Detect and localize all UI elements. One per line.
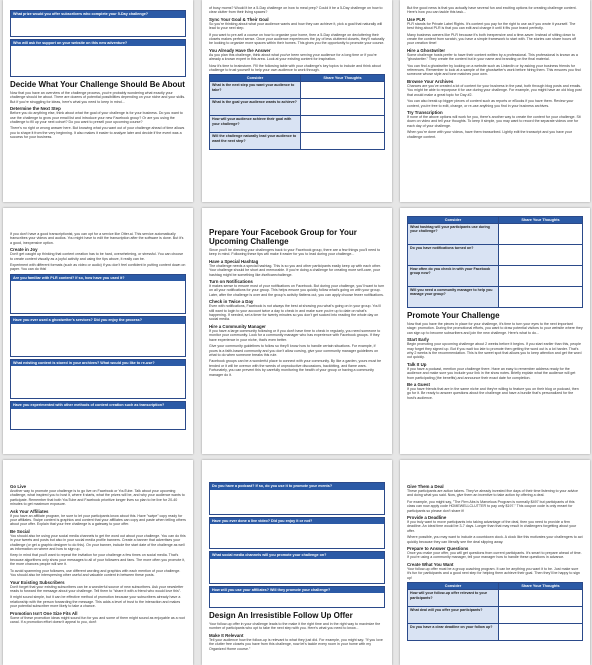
subheading: Be Social <box>10 528 30 534</box>
paragraph: Now that you have an overview of the challenge process, you're probably wondering what exactly your challenge should be about. There are dozens of potential possibilities depending on your niche and your skills. But if you're struggling for ideas, here's what you need to keep in mind... <box>10 91 186 104</box>
worksheet-answer-area[interactable] <box>11 18 185 36</box>
paragraph: If you have a podcast, mention your challenge there. Have an easy to remember address ready for the audience and make sure you include your link in the show notes. Briefly explain what the audience will get from participating (the benefits) and announce their exact date for completion. <box>407 366 576 380</box>
worksheet-answer-area[interactable] <box>210 490 384 514</box>
subheading: Hire a Community Manager <box>209 323 266 329</box>
answer-cell[interactable] <box>499 266 583 287</box>
paragraph: Before you do anything else, think about what the goal of your challenge is for your business. Do you want to use the challenge to grow your email list and introduce your new Facebook group? Or are you using the challenge to fill up your next cohort? Do you want to presell your upcoming course? <box>10 111 183 125</box>
paragraph: If you have an affiliate program, be sure to let your participants know about this. Have "swipe" copy ready for your affiliates. Swipe content is graphics and content that your affiliates can copy and paste when telling others about your offer. Explain that your free challenge is a gateway to your offer. <box>10 513 186 527</box>
page-4 <box>3 208 193 454</box>
worksheet-box <box>10 359 186 400</box>
page-9 <box>400 460 590 665</box>
table-header: Share Your Thoughts <box>301 75 385 82</box>
paragraph: Another way to promote your challenge is to go live on Facebook or YouTube. Talk about your upcoming challenge, what inspired you to host it, where it starts, what the prizes will be, and why your audience wants to participate. Remember that both YouTube and Facebook prioritize longer lives so plan to be live for 20-40 minutes to get maximum exposure. <box>10 489 185 507</box>
answer-cell[interactable] <box>301 116 385 133</box>
answer-cell[interactable] <box>499 245 583 266</box>
table-header: Share Your Thoughts <box>499 217 583 224</box>
paragraph: For example, you might say, "The Firm Abs is Marvelous Program is normally $497 but participants of this class can now apply code HOMEWELLCLUTTER to pay only $197." This coupon code is only meant for participants so please don't share it! <box>407 499 575 513</box>
subheading: Create in Joy <box>10 247 38 253</box>
page-3 <box>400 0 590 202</box>
paragraph: Some challenge hosts prefer to have their content written by a professional. This professional is known as a "ghostwriter." They create the content but in your name and branding on the final material. <box>407 52 578 62</box>
paragraph: These participants are action takers. They've already invested five days of their time listening to your advice and doing what you said. Now, give them an incentive to take action by offering a deal. <box>407 489 579 498</box>
paragraph: Chances are you've created a lot of content for your business in the past, both through blog posts and emails. You might be able to repurpose it for use during your challenge. For example, you might have an old blog post that would make a great topic for Day #2. <box>407 83 582 97</box>
worksheet-answer-area[interactable] <box>210 559 384 583</box>
worksheet-box <box>209 517 385 550</box>
table-cell: Do you have notifications turned on? <box>408 245 499 266</box>
answer-cell[interactable] <box>301 82 385 99</box>
table-cell: What deal will you offer your participants? <box>408 607 499 624</box>
worksheet-table <box>407 582 583 641</box>
subheading: Give Them a Deal <box>407 484 444 489</box>
table-row <box>210 82 385 99</box>
subheading: Your Existing Subscribers <box>10 579 65 585</box>
paragraph: Facebook groups can be a wonderful place to connect with your community. By like a garden, yours must be tended or it will be overrun with the weeds of unproductive discussions, backbiting, and flame wars. Fortunately, you can prevent this by carefully monitoring the health of your group or having a community manager do it. <box>209 359 382 377</box>
paragraph: You can find a ghostwriter by looking on a website such as LinkedIn or by asking your business friends for references. Remember to look at a sample of the ghostwriter's work before hiring them. This ensures you find someone whose style and tone matches your own. <box>407 63 581 77</box>
worksheet-question: What existing content is stored in your archives? What would you like to re-use? <box>11 360 185 367</box>
table-row <box>210 99 385 116</box>
page-1 <box>3 0 193 202</box>
paragraph: If you don't have a good transcriptionist, you can opt for a service like Otter.ai. This service automatically transcribes your videos and audios. You might have to edit the transcription after the software is done. But it's a good, inexpensive option. <box>10 232 184 245</box>
paragraph: Keep in mind that you'll want to repeat the invitation for your challenge a few times on social media. That's because algorithms only show your messages to all of your followers and fans. The more often you promote it, the more chances people will see it. <box>10 553 186 567</box>
section-heading: Design An Irresistible Follow Up Offer <box>209 611 353 620</box>
worksheet-question: What prize would you offer subscribers who complete your 5-Day challenge? <box>11 11 185 18</box>
worksheet-box <box>209 586 385 609</box>
paragraph: Now that you have the pieces in place for your challenge, it's time to turn your eyes to the next important stage: promotion. During the promotional efforts, you want to draw potential visitors to your website where they can sign up to become subscribers and join the new challenge. Here's what to do... <box>407 322 583 335</box>
paragraph: Don't forget that your existing subscribers can be a wonderful source of new subscribers. Ask your newsletter reads to forward the message about your challenge. Tell them to "share it with a friend who would love this". <box>10 584 184 593</box>
page-6 <box>400 208 590 454</box>
paragraph: But the good news is that you actually have several fun and exciting options for creating challenge content. Here's how you can tackle this task... <box>407 6 577 15</box>
worksheet-answer-area[interactable] <box>11 281 185 313</box>
worksheet-answer-area[interactable] <box>11 324 185 356</box>
table-row <box>210 133 385 150</box>
paragraph: It makes sense to ensure most of your notifications on Facebook. But during your challenge, you'll want to turn on all your notifications for your group. This helps ensure you quickly follow what's going on with your group. Later, after the challenge is over and the group's activity flattens out, you can apply choose fewer notifications. <box>209 284 385 297</box>
worksheet-question: Have you ever done a live video? Did you enjoy it or not? <box>210 518 384 525</box>
paragraph: It might sound simple, but it can be effective method of promotion because your subscribers already have a relationship with the person forwarding the message. This adds a level of trust to the interaction and makes your potential subscriber more likely to take a chance. <box>10 595 181 609</box>
worksheet-answer-area[interactable] <box>11 366 185 398</box>
paragraph: You can also break up bigger pieces of content such as reports or eBooks if you have them. Review your content, you're free to edit, change, or re-use anything you find in your business archives. <box>407 99 574 108</box>
paragraph: Your follow-up offer must be a group coaching program. It can be anything you want it to be. Just make sure it's fun for participants and a good next step for helping them achieve their goal. Then they'll be happy to sign up! <box>407 566 580 580</box>
table-row <box>408 607 583 624</box>
paragraph: When you're done with your videos, have them transcribed. Lightly edit the transcript and you have your challenge content. <box>407 130 572 139</box>
subheading: Try Transcription <box>407 109 443 115</box>
subheading: You Already Have the Answer <box>209 47 271 53</box>
worksheet-box <box>10 401 186 430</box>
paragraph: Give your community guidelines to follow so they'll know how to handle certain situations. For example, if yours is a faith-based community and you don't allow cursing, give your community manager guidelines on what to do when someone breaks this rule. <box>209 344 379 357</box>
paragraph: If you want to pre-sell a course on how to organize your home, then a 5-Day challenge on decluttering their closets makes perfect sense. Once your audience experiences the joy of less cluttered closets, they'll naturally be looking to organize more spaces within their homes. This gives you the opportunity to promote your course. <box>209 32 385 46</box>
table-cell: How will your audience achieve their goal with your challenge? <box>210 116 301 133</box>
paragraph: To avoid spamming your followers, use different wording and graphics with each mention of your challenge. You should also be interspersing other useful and valuable content in between these posts. <box>10 568 181 578</box>
worksheet-question: Who will ask for support on your website on this new adventure? <box>11 40 185 47</box>
worksheet-question: Have you experimented with other methods of content creation such as transcription? <box>11 402 185 409</box>
page-7 <box>3 460 193 665</box>
answer-cell[interactable] <box>499 590 583 607</box>
subheading: Determine the Next Step <box>10 106 61 112</box>
table-row <box>210 116 385 133</box>
paragraph: As you plan this challenge, think about what you've been serving your audience for a long time or if you're already a known expert in this area. Look at your existing content for inspiration. <box>209 52 377 62</box>
paragraph: Begin promoting your upcoming challenge about 2 weeks before it begins. If you start earlier than this, people may forget they signed up. But if you wait too late to promote then getting the word out is a lot harder. That's why 2 weeks is the recommendation. This is the sweet spot that allows you to keep attention and get the word out quickly. <box>407 342 582 360</box>
table-cell: Will the challenge naturally lead your audience to want the next step? <box>210 133 301 150</box>
worksheet-answer-area[interactable] <box>11 46 185 76</box>
subheading: Sync Your Goal & Their Goal <box>209 16 269 22</box>
subheading: Use PLR <box>407 16 426 22</box>
table-header: Consider <box>210 75 301 82</box>
answer-cell[interactable] <box>499 224 583 245</box>
worksheet-box <box>10 10 186 37</box>
table-cell: How often do you check in with your Facebook group now? <box>408 266 499 287</box>
worksheet-answer-area[interactable] <box>210 593 384 607</box>
worksheet-answer-area[interactable] <box>210 524 384 548</box>
paragraph: Now it's time to brainstorm. Fill the following table with your challenge's key topics to include and think about challenge to trust yourself to help your own audience to work through. <box>209 63 381 73</box>
paragraph: The challenge needs a special hashtag. This is so you and other participants easily keep up with each other. Your challenge should be short and memorable. If you're doing a challenge for creating more self-care, your hashtag might be something like #selfcarechallenge. <box>209 263 381 277</box>
table-cell: What is the next step you want your audience to take? <box>210 82 301 99</box>
table-row <box>408 287 583 308</box>
worksheet-box <box>10 316 186 357</box>
table-row <box>408 590 583 607</box>
subheading: Start Early <box>407 337 429 343</box>
worksheet-question: What social media channels will you promote your challenge on? <box>210 552 384 559</box>
answer-cell[interactable] <box>301 99 385 116</box>
paragraph: PLR stands for Private Label Rights. It's content you pay for the right to use as if you wrote it yourself. The best thing about PLR is that you can edit and change it until it fits your brand perfectly. <box>407 21 576 31</box>
answer-cell[interactable] <box>499 624 583 641</box>
subheading: Prepare to Answer Questions <box>407 546 469 552</box>
subheading: Create What You Want <box>407 561 454 567</box>
paragraph: You should also be using your social media channels to get the word out about your challenge. You can do this in your tweets and posts but also in your social media profile banners. Create a banner that advertises your challenge (or get a graphic designer to do this). On your banner, include the start date of the challenge as well as information on where and how to sign up. <box>10 533 186 552</box>
paragraph: Since you'll be directing your challengers back to your Facebook group, there are a few things you'll need to keep in mind. Following these tips will make it easier for you to lead during your challenge... <box>209 248 381 257</box>
table-header: Consider <box>408 583 499 590</box>
subheading: Hire a Ghostwriter <box>407 47 446 53</box>
subheading: Ask Your Affiliates <box>10 508 49 514</box>
paragraph: Even with notifications, Facebook is not always the best at showing you what's going on in your group. You'll still want to login to your account twice a day to check in and make sure you're up to date on what's happening. If needed, set a timer for twenty minutes so you don't get sucked into reading the whole day on social media. <box>209 304 381 322</box>
worksheet-box <box>10 39 186 78</box>
worksheet-table <box>209 74 385 150</box>
table-header: Share Your Thoughts <box>499 583 583 590</box>
section-heading: Decide What Your Challenge Should Be About <box>10 80 185 89</box>
worksheet-question: Are you familiar with PLR content? If so, how have you used it? <box>11 275 185 282</box>
paragraph: of busy moms? Would it be a 5-Day challenge on how to meal prep? Could it be a 5-Day challenge on how to clear clutter from their living spaces? <box>209 6 383 15</box>
paragraph: Once you make your offer, you will get questions from current participants. It's smart to prepare ahead of time. If you're using a community manager, tell your manager how to handle these questions in advance. <box>407 551 582 560</box>
page-8 <box>202 460 392 665</box>
section-heading: Prepare Your Facebook Group for Your Upcoming Challenge <box>209 228 357 246</box>
worksheet-question: Do you have a podcast? If so, do you use it to promote your events? <box>210 483 384 490</box>
worksheet-box <box>209 482 385 515</box>
worksheet-question: How will you use your affiliates? Will they promote your challenge? <box>210 587 384 594</box>
paragraph: There's no right or wrong answer here. But knowing what you want out of your challenge ahead of time allows you to shape it from the very beginning. It also makes it easier to analyze later and decide if the event was a success for your business. <box>10 126 185 140</box>
subheading: Talk It Up <box>407 361 427 367</box>
paragraph: If you truly want to move participants into taking advantage of the deal, then you need to provide a firm deadline. An ideal time would be 3-7 days. Longer than that may result in challengers forgetting about your offer. <box>407 520 577 533</box>
paragraph: Where possible, you may want to include a countdown clock. A clock like this motivates your challengers to act quickly because they can literally see the deal slipping away. <box>407 535 583 544</box>
answer-cell[interactable] <box>301 133 385 150</box>
subheading: Provide a Deadline <box>407 515 447 521</box>
subheading: Browse Your Archives <box>407 78 454 84</box>
subheading: Promotion Isn't One Size Fits All <box>10 610 78 616</box>
table-row <box>408 624 583 641</box>
table-cell: Will you need a community manager to help you manage your group? <box>408 287 499 308</box>
table-cell: Do you have a clear deadline on your follow up? <box>408 624 499 641</box>
paragraph: Don't get caught up thinking that content creation has to be hard, overwhelming, or stressful. You can choose to create content visually as a joyful activity and using the tips above, it really can be. <box>10 252 184 261</box>
paragraph: Tell your audience how the follow-up is relevant to what they just did. For example, you might say: "If you love the clutter free closets you have from this challenge, now let's tackle every room in your home with my Organized Home course." <box>209 637 383 651</box>
table-cell: What hashtag will your participants use during your challenge? <box>408 224 499 245</box>
worksheet-box <box>209 551 385 584</box>
paragraph: If you have friends that are in the same niche and they're willing to feature you on their blog or podcast, then go for it. Be ready to answer questions about the challenge and have a bundle that's personalized for the host's audience. <box>407 387 579 400</box>
paragraph: So you're thinking about what your audience wants and how they can achieve it, pick a goal that naturally will lead to your next step. <box>209 21 383 31</box>
worksheet-table <box>407 216 583 308</box>
subheading: Make It Relevant <box>209 632 244 638</box>
subheading: Be a Guest <box>407 382 430 388</box>
table-row <box>408 266 583 287</box>
table-header: Consider <box>408 217 499 224</box>
worksheet-box <box>10 274 186 315</box>
answer-cell[interactable] <box>499 287 583 308</box>
table-cell: What is the goal your audience wants to achieve? <box>210 99 301 116</box>
page-5 <box>202 208 392 454</box>
worksheet-answer-area[interactable] <box>11 409 185 429</box>
paragraph: Many business owners like PLR because it's both inexpensive and a time-saver. Instead of sitting down to create the content from scratch, you have a simple framework to start with. The stories can share hours off your creation time! <box>407 32 577 46</box>
section-heading: Promote Your Challenge <box>407 311 500 320</box>
paragraph: If you have a large community following or if you don't have time to check in regularly, you need someone to monitor your community. Look for a community manager who has experience with Facebook groups. If they have experience in your niche, that's even better. <box>209 328 381 342</box>
subheading: Check in Twice a Day <box>209 299 254 305</box>
paragraph: Some of these promotion ideas might sound fun for you and some of them might sound as enjoyable as a root canal. If a promotion effort doesn't appeal to you, don't <box>10 615 185 624</box>
page-2 <box>202 0 392 202</box>
table-row <box>408 245 583 266</box>
paragraph: Your follow-up offer in your challenge leads to the make it the right time and in the right way to maximize the number of participants who opt to take the next step with you. Here's what you need to know... <box>209 622 381 631</box>
subheading: Go Live <box>10 484 27 489</box>
subheading: Have a Special Hashtag <box>209 258 259 264</box>
paragraph: Experiment with different formats (such as video or audio) if you don't feel confident in putting content down on paper. You can do this! <box>10 263 186 272</box>
answer-cell[interactable] <box>499 607 583 624</box>
paragraph: If none of the above options will work for you, there's another way to create the content for your challenge. Sit down on video and tell your thoughts. To keep it simple, you may want to record the separate videos one for each day of your challenge. <box>407 114 581 128</box>
subheading: Turn on Notifications <box>209 279 253 285</box>
table-row <box>408 224 583 245</box>
table-cell: How will your follow-up offer relevant to your participants? <box>408 590 499 607</box>
worksheet-question: Have you ever used a ghostwriter's services? Did you enjoy the process? <box>11 317 185 324</box>
